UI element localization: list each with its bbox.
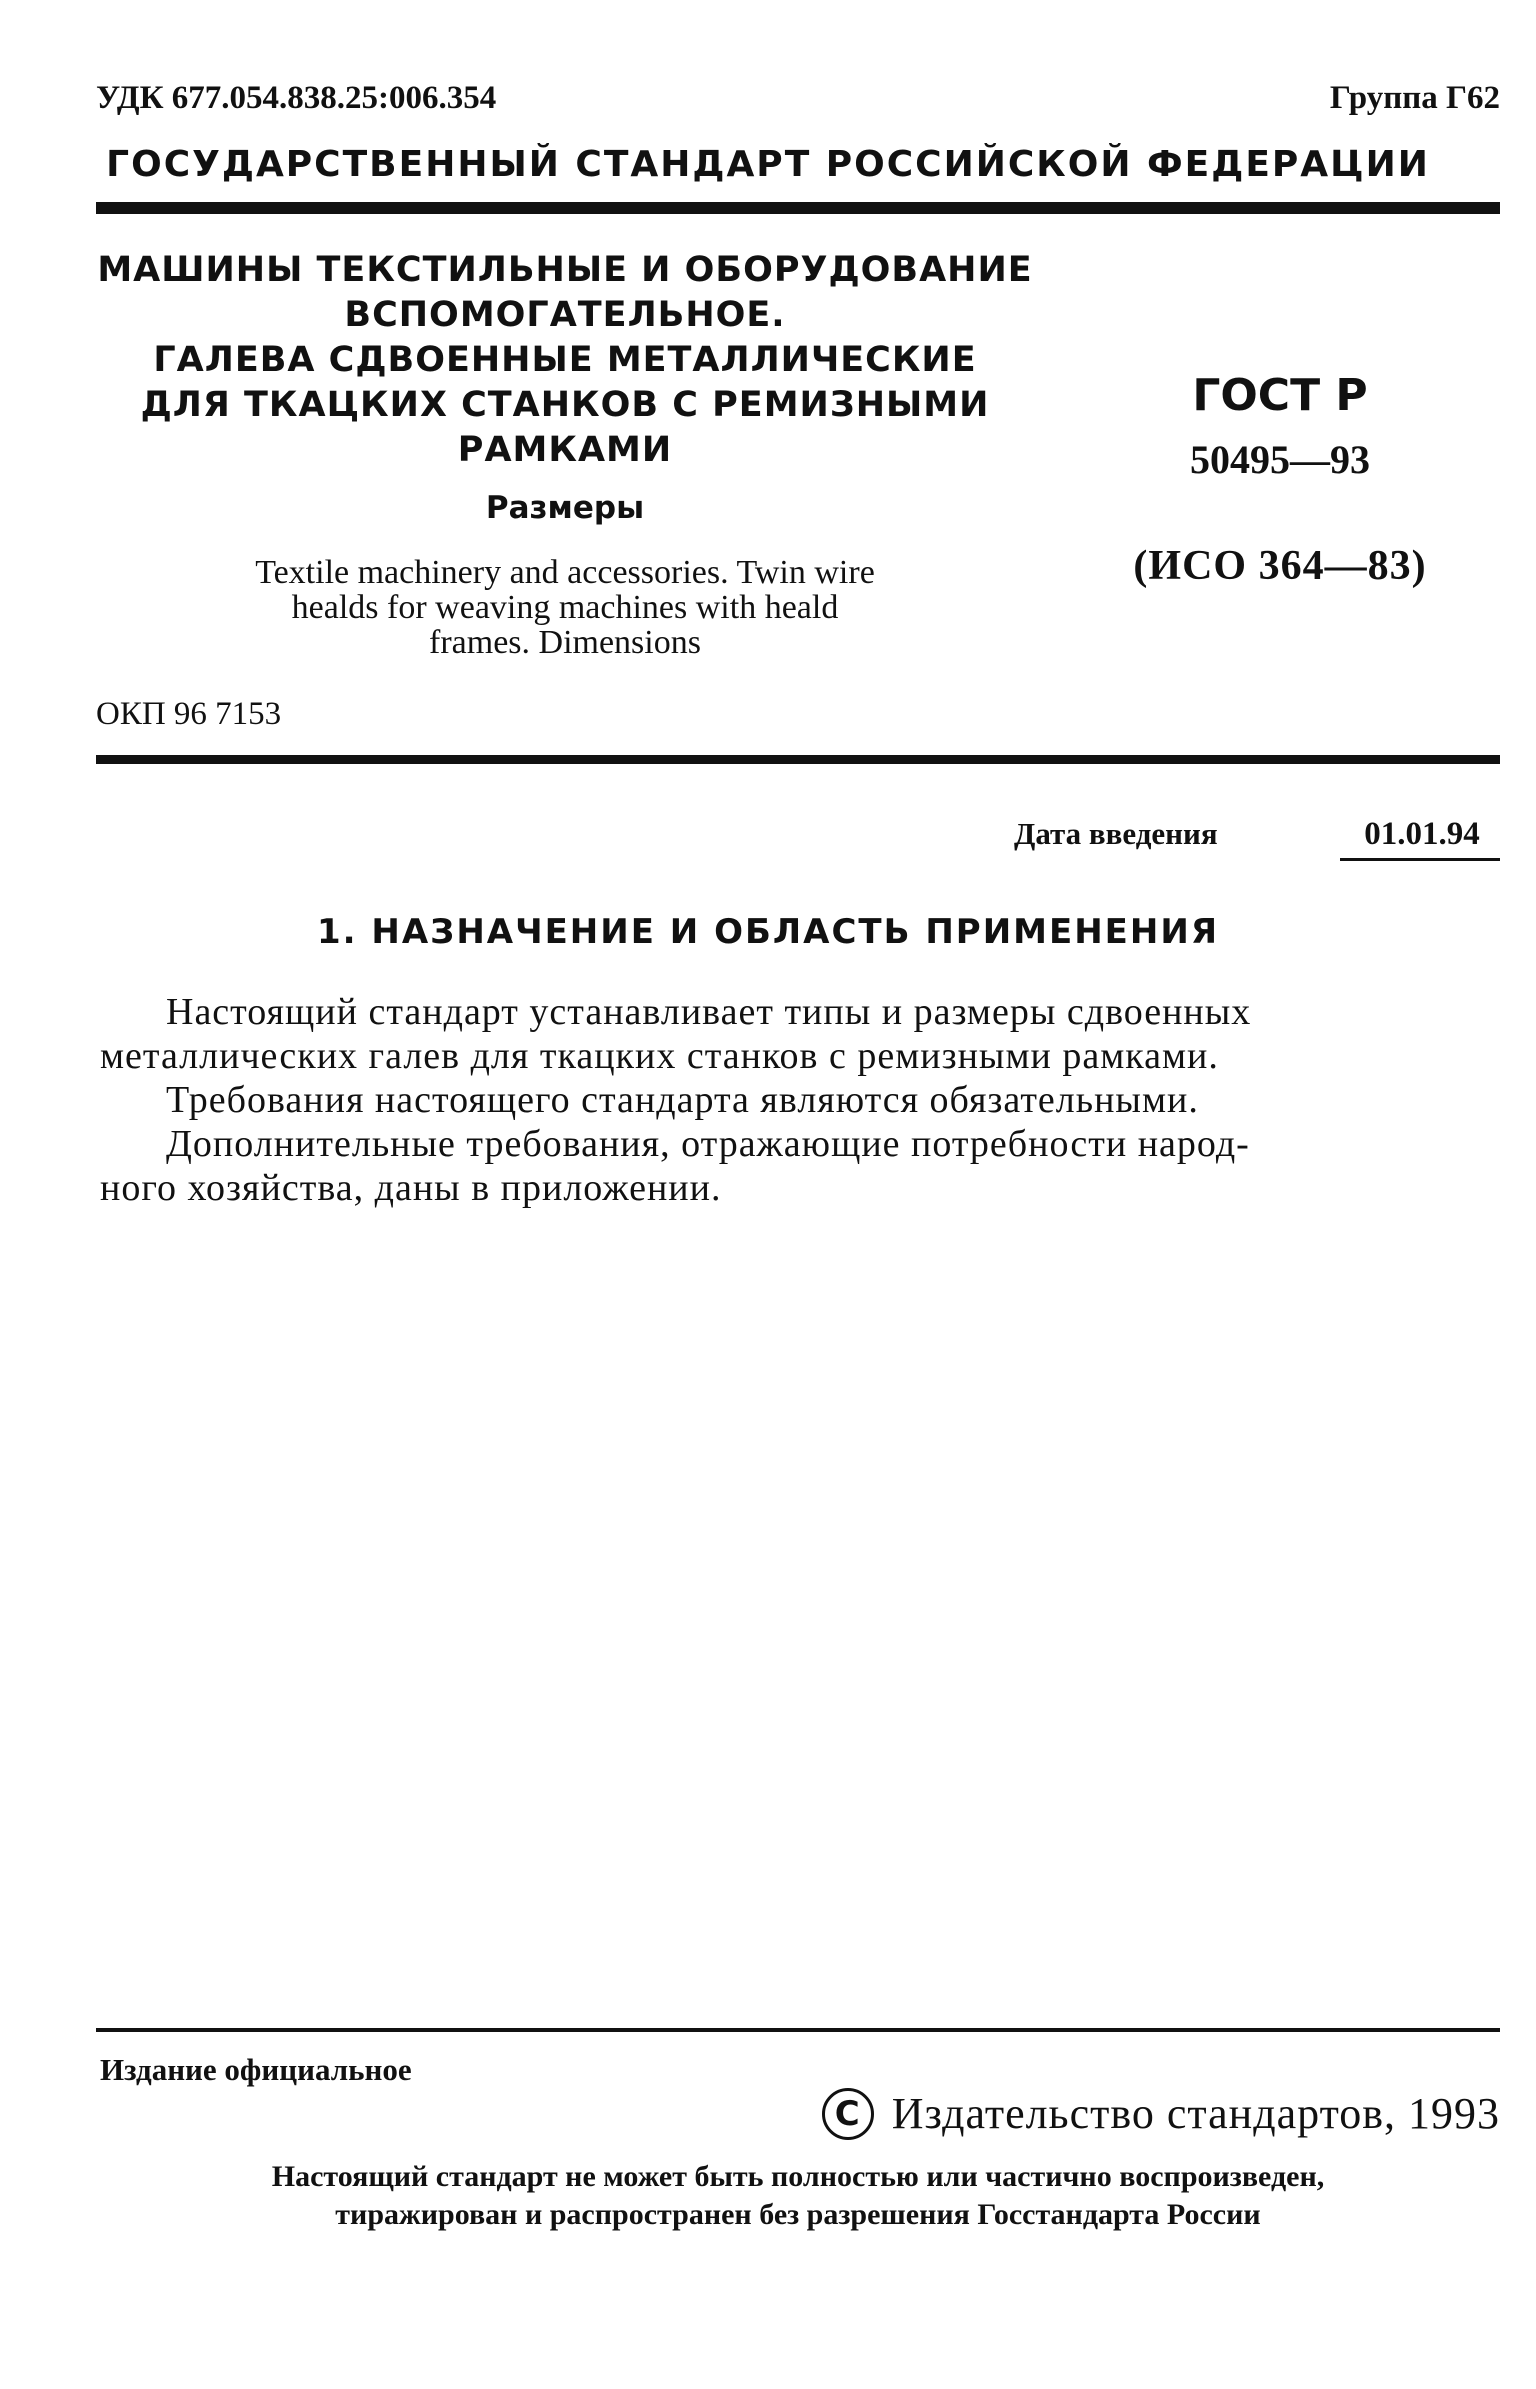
document-title bbox=[90, 248, 1040, 473]
copyright-icon: C bbox=[822, 2088, 874, 2140]
footer-rule bbox=[96, 2028, 1500, 2032]
title-bottom-rule bbox=[96, 755, 1500, 764]
section-paragraph bbox=[100, 990, 1500, 1078]
paragraph-line: Настоящий стандарт устанавливает типы и размеры сдвоенных bbox=[166, 991, 1252, 1033]
copyright-line bbox=[822, 2088, 1500, 2144]
gost-number: 50495—93 bbox=[1190, 437, 1370, 482]
udk-code: УДК 677.054.838.25:006.354 bbox=[96, 80, 497, 116]
title-line: МАШИНЫ ТЕКСТИЛЬНЫЕ И ОБОРУДОВАНИЕ bbox=[97, 250, 1033, 290]
english-title-line: Textile machinery and accessories. Twin wire bbox=[255, 554, 875, 591]
official-edition-label: Издание официальное bbox=[100, 2052, 412, 2087]
intro-date-underline bbox=[1340, 858, 1500, 861]
government-standard-heading: ГОСУДАРСТВЕННЫЙ СТАНДАРТ РОССИЙСКОЙ ФЕДЕРАЦИИ bbox=[106, 144, 1430, 185]
intro-date-value: 01.01.94 bbox=[1364, 816, 1480, 852]
paragraph-line: Требования настоящего стандарта являются обязательными. bbox=[166, 1079, 1199, 1121]
paragraph-line: Дополнительные требования, отражающие потребности народ- bbox=[166, 1123, 1250, 1165]
group-code: Группа Г62 bbox=[1329, 80, 1500, 116]
notice-line: тиражирован и распространен без разрешения Госстандарта России bbox=[335, 2198, 1261, 2231]
header-rule bbox=[96, 202, 1500, 214]
copyright-text: Издательство стандартов, 1993 bbox=[891, 2089, 1500, 2138]
paragraph-line: металлических галев для ткацких станков с ремизными рамками. bbox=[100, 1035, 1219, 1077]
reproduction-notice bbox=[96, 2158, 1500, 2234]
english-title-line: frames. Dimensions bbox=[429, 624, 701, 661]
english-title bbox=[90, 555, 1040, 660]
document-subtitle: Размеры bbox=[485, 490, 645, 526]
iso-reference: (ИСО 364—83) bbox=[1133, 543, 1427, 589]
intro-date-label: Дата введения bbox=[1014, 816, 1218, 851]
section-paragraph bbox=[100, 1122, 1500, 1210]
notice-line: Настоящий стандарт не может быть полностью или частично воспроизведен, bbox=[271, 2160, 1325, 2193]
paragraph-line: ного хозяйства, даны в приложении. bbox=[100, 1167, 722, 1209]
section-paragraph bbox=[100, 1078, 1500, 1122]
title-line: ВСПОМОГАТЕЛЬНОЕ. bbox=[344, 295, 786, 335]
title-line: ДЛЯ ТКАЦКИХ СТАНКОВ С РЕМИЗНЫМИ bbox=[140, 385, 990, 425]
okp-code: ОКП 96 7153 bbox=[96, 696, 282, 732]
gost-label: ГОСТ Р bbox=[1192, 370, 1368, 421]
english-title-line: healds for weaving machines with heald bbox=[291, 589, 839, 626]
title-line: ГАЛЕВА СДВОЕННЫЕ МЕТАЛЛИЧЕСКИЕ bbox=[153, 340, 977, 380]
title-line: РАМКАМИ bbox=[457, 430, 673, 470]
section-heading: 1. НАЗНАЧЕНИЕ И ОБЛАСТЬ ПРИМЕНЕНИЯ bbox=[317, 912, 1219, 952]
